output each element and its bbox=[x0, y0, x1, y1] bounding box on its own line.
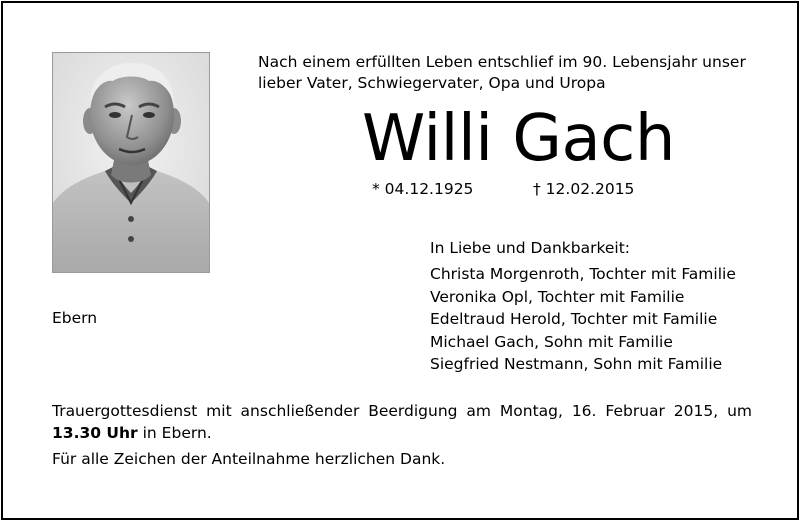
portrait-photo bbox=[52, 52, 210, 273]
mourner-item: Christa Morgenroth, Tochter mit Familie bbox=[430, 265, 736, 283]
portrait-image bbox=[53, 53, 209, 272]
service-line-1: Trauergottesdienst mit anschließender Beerdigung am Montag, 16. Februar 2015, um bbox=[52, 402, 752, 420]
intro-text bbox=[258, 52, 746, 94]
mourners-lead: In Liebe und Dankbarkeit: bbox=[430, 239, 631, 257]
mourner-item: Edeltraud Herold, Tochter mit Familie bbox=[430, 310, 718, 328]
mourner-item: Siegfried Nestmann, Sohn mit Familie bbox=[430, 355, 723, 373]
deceased-name: Willi Gach bbox=[362, 102, 675, 176]
service-time: 13.30 Uhr bbox=[52, 424, 138, 442]
death-date: † 12.02.2015 bbox=[533, 180, 635, 198]
thanks-text: Für alle Zeichen der Anteilnahme herzlichen Dank. bbox=[52, 450, 446, 468]
service-line-2 bbox=[52, 422, 752, 444]
mourners-block bbox=[430, 237, 736, 376]
mourner-item: Veronika Opl, Tochter mit Familie bbox=[430, 287, 685, 306]
mourner-item: Michael Gach, Sohn mit Familie bbox=[430, 332, 673, 351]
service-location: in Ebern. bbox=[137, 424, 212, 442]
intro-line-1: Nach einem erfüllten Leben entschlief im 90. Lebensjahr unser bbox=[258, 53, 746, 71]
intro-line-2: lieber Vater, Schwiegervater, Opa und Uropa bbox=[258, 74, 606, 92]
service-notice bbox=[52, 400, 752, 444]
place-name: Ebern bbox=[52, 309, 98, 327]
birth-date: * 04.12.1925 bbox=[372, 180, 474, 198]
